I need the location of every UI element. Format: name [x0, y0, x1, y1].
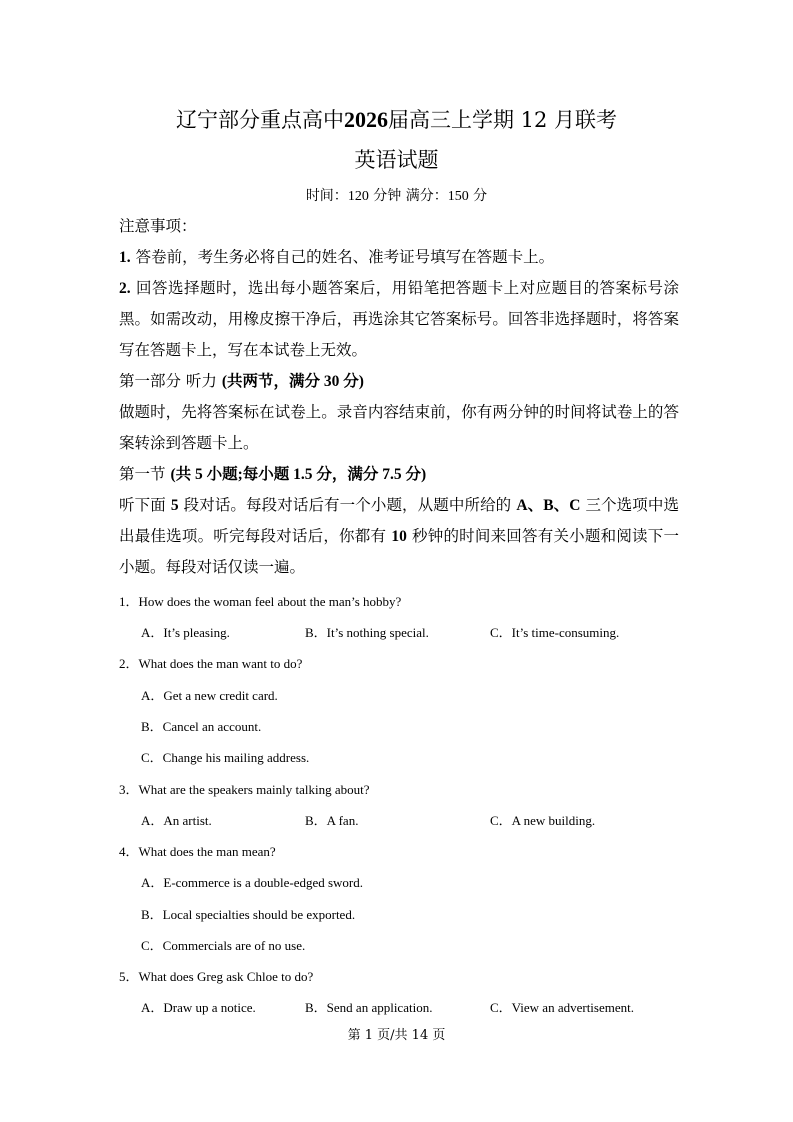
notes-item-1-text: 答卷前，考生务必将自己的姓名、准考证号填写在答题卡上。: [135, 248, 555, 266]
time-label: 时间：: [305, 188, 348, 204]
question-3-stem: 3．What are the speakers mainly talking about?: [119, 782, 370, 797]
notes-item-2: [119, 273, 679, 366]
question-5-stem: 5．What does Greg ask Chloe to do?: [119, 969, 314, 984]
notes-item-1-number: 1.: [119, 249, 131, 266]
question-5-option-c[interactable]: C．View an advertisement.: [490, 1000, 634, 1015]
question-1-option-a[interactable]: A．It’s pleasing.: [141, 625, 230, 640]
notes-heading: 注意事项：: [119, 217, 197, 235]
question-3-option-b[interactable]: B．A fan.: [305, 813, 359, 828]
title-year: 2026: [343, 107, 388, 132]
section1-heading: [119, 459, 679, 490]
question-1-option-b[interactable]: B．It’s nothing special.: [305, 625, 429, 640]
time-value: 120: [347, 189, 369, 204]
question-2-option-c[interactable]: C．Change his mailing address.: [141, 750, 310, 765]
question-4-option-c[interactable]: C．Commercials are of no use.: [141, 938, 306, 953]
question-3-option-c[interactable]: C．A new building.: [490, 813, 596, 828]
question-2-option-b[interactable]: B．Cancel an account.: [141, 719, 262, 734]
question-4-option-b[interactable]: B．Local specialties should be exported.: [141, 907, 356, 922]
section1-heading-text: 第一节: [119, 465, 171, 483]
section1-instruction-part: 三个选项中选出最佳选项。听完每段对话后，你都有: [119, 496, 679, 545]
part1-instruction: 做题时，先将答案标在试卷上。录音内容结束前，你有两分钟的时间将试卷上的答案转涂到答题卡上。: [119, 403, 679, 452]
exam-time-score: [0, 185, 793, 208]
question-2-option-a[interactable]: A．Get a new credit card.: [141, 688, 278, 703]
notes-item-1: [119, 242, 679, 273]
score-unit: 分: [473, 188, 488, 204]
notes-item-2-number: 2.: [119, 280, 131, 297]
question-1-stem: 1．How does the woman feel about the man’s hobby?: [119, 594, 402, 609]
part1-heading-score: (共两节，满分 30 分): [221, 373, 364, 390]
page-number: 第 1 页/共 14 页: [347, 1028, 446, 1043]
part1-heading: [119, 366, 679, 397]
question-1-option-c[interactable]: C．It’s time-consuming.: [490, 625, 620, 640]
notes-item-2-text: 回答选择题时，选出每小题答案后，用铅笔把答题卡上对应题目的答案标号涂黑。如需改动，用橡皮擦干净后，再选涂其它答案标号。回答非选择题时，将答案写在答题卡上，写在本试卷上无效。: [119, 279, 679, 359]
section1-instruction-bold: 5: [170, 497, 179, 514]
section1-instruction-bold: 10: [391, 528, 407, 545]
section1-instruction: [119, 490, 679, 583]
title-prefix: 辽宁部分重点高中: [175, 108, 344, 132]
section1-instruction-part: 段对话。每段对话后有一个小题，从题中所给的: [178, 496, 517, 514]
question-5-option-a[interactable]: A．Draw up a notice.: [141, 1000, 256, 1015]
section1-instruction-bold: A、B、C: [516, 497, 581, 514]
question-4-option-a[interactable]: A．E-commerce is a double-edged sword.: [141, 875, 364, 890]
time-unit: 分钟 满分：: [373, 188, 448, 204]
exam-subtitle: 英语试题: [354, 148, 439, 172]
title-suffix: 届高三上学期 12 月联考: [387, 108, 618, 132]
score-value: 150: [447, 189, 469, 204]
part1-heading-text: 第一部分 听力: [119, 372, 222, 390]
section1-instruction-part: 听下面: [119, 496, 171, 514]
question-4-stem: 4．What does the man mean?: [119, 844, 276, 859]
question-5-option-b[interactable]: B．Send an application.: [305, 1000, 433, 1015]
question-3-option-a[interactable]: A．An artist.: [141, 813, 212, 828]
question-2-stem: 2．What does the man want to do?: [119, 656, 303, 671]
exam-title: [0, 104, 793, 136]
section1-heading-score: (共 5 小题;每小题 1.5 分，满分 7.5 分): [170, 466, 427, 483]
section1-instruction-part: 秒钟的时间来回答有关小题和阅读下一小题。每段对话仅读一遍。: [119, 527, 679, 576]
